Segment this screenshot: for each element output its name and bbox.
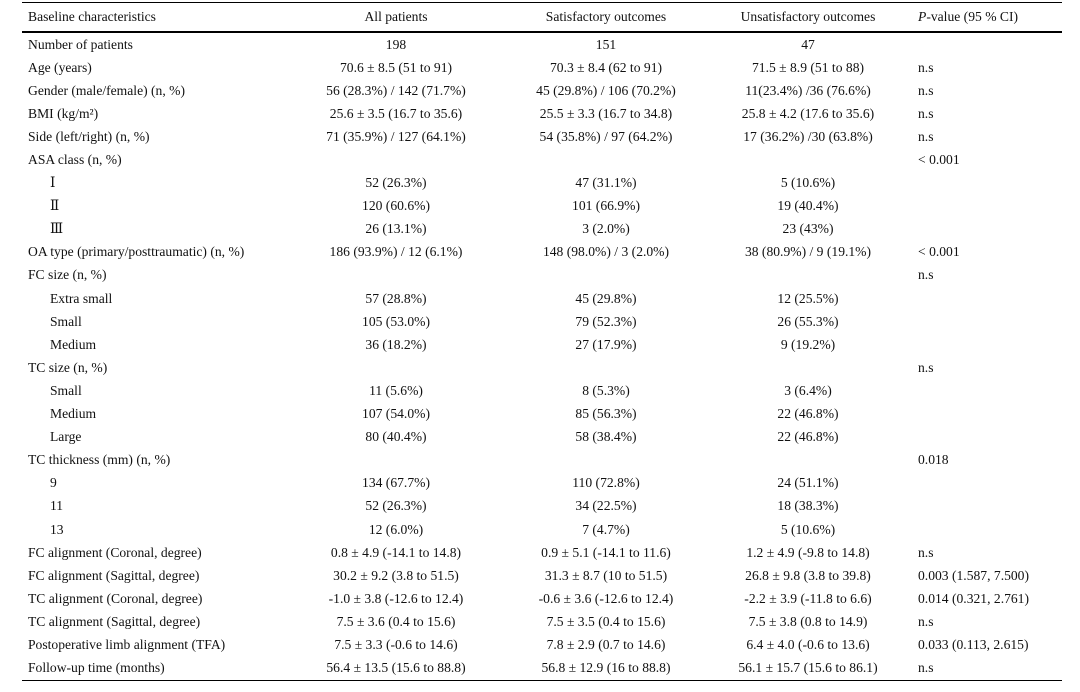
row-label: Medium [50, 336, 97, 352]
cell-p-value [912, 172, 1062, 195]
header-unsatisfactory-outcomes: Unsatisfactory outcomes [704, 3, 912, 33]
table-row [22, 287, 1062, 310]
row-label: BMI (kg/m²) [28, 105, 99, 121]
row-label: Large [50, 429, 82, 445]
table-row [22, 241, 1062, 264]
cell-all-patients: 134 (67.7%) [362, 475, 430, 491]
cell-all-patients: 120 (60.6%) [362, 198, 430, 214]
cell-all-patients: 7.5 ± 3.3 (-0.6 to 14.6) [334, 636, 458, 652]
header-p-italic: P [918, 9, 927, 24]
cell-p-value [912, 426, 1062, 449]
row-label: Ⅰ [50, 175, 56, 191]
cell-p-value: n.s [918, 105, 934, 121]
row-label: FC alignment (Sagittal, degree) [28, 567, 200, 583]
cell-p-value: n.s [918, 359, 934, 375]
row-label: Small [50, 382, 82, 398]
cell-unsatisfactory: 5 (10.6%) [780, 521, 836, 537]
table-row [22, 172, 1062, 195]
table-row [22, 356, 1062, 379]
cell-all-patients: 30.2 ± 9.2 (3.8 to 51.5) [333, 567, 459, 583]
table-row [22, 495, 1062, 518]
cell-satisfactory: 79 (52.3%) [575, 313, 637, 329]
cell-satisfactory: 101 (66.9%) [572, 198, 640, 214]
cell-unsatisfactory: 23 (43%) [782, 221, 834, 237]
cell-p-value: n.s [918, 613, 934, 629]
cell-all-patients: 52 (26.3%) [365, 498, 427, 514]
cell-all-patients: 12 (6.0%) [368, 521, 424, 537]
cell-satisfactory: 31.3 ± 8.7 (10 to 51.5) [544, 567, 668, 583]
cell-all-patients: 36 (18.2%) [365, 336, 427, 352]
cell-all-patients: 107 (54.0%) [362, 406, 430, 422]
table-row [22, 633, 1062, 656]
cell-p-value [912, 218, 1062, 241]
cell-p-value: n.s [918, 128, 934, 144]
cell-unsatisfactory: 24 (51.1%) [777, 475, 839, 491]
cell-all-patients: 56.4 ± 13.5 (15.6 to 88.8) [284, 657, 508, 681]
table-row [22, 472, 1062, 495]
cell-all-patients: 25.6 ± 3.5 (16.7 to 35.6) [329, 105, 463, 121]
table-row [22, 148, 1062, 171]
row-label: Ⅲ [50, 221, 64, 237]
row-label: Medium [50, 406, 97, 422]
cell-satisfactory: 0.9 ± 5.1 (-14.1 to 11.6) [541, 544, 671, 560]
cell-all-patients: 105 (53.0%) [362, 313, 430, 329]
row-label: TC alignment (Coronal, degree) [28, 590, 203, 606]
cell-unsatisfactory: 56.1 ± 15.7 (15.6 to 86.1) [704, 657, 912, 681]
cell-p-value [912, 403, 1062, 426]
cell-p-value: 0.003 (1.587, 7.500) [918, 567, 1030, 583]
cell-p-value [912, 195, 1062, 218]
cell-all-patients: 0.8 ± 4.9 (-14.1 to 14.8) [330, 544, 462, 560]
cell-all-patients: 26 (13.1%) [365, 221, 427, 237]
cell-all-patients: 70.6 ± 8.5 (51 to 91) [339, 59, 453, 75]
cell-unsatisfactory: 22 (46.8%) [777, 406, 839, 422]
cell-unsatisfactory: 25.8 ± 4.2 (17.6 to 35.6) [741, 105, 875, 121]
row-label: FC alignment (Coronal, degree) [28, 544, 202, 560]
cell-all-patients: -1.0 ± 3.8 (-12.6 to 12.4) [328, 590, 464, 606]
cell-satisfactory: 7 (4.7%) [582, 521, 630, 537]
table-row [22, 426, 1062, 449]
row-label: FC size (n, %) [28, 267, 107, 283]
cell-satisfactory: 27 (17.9%) [575, 336, 637, 352]
cell-all-patients: 186 (93.9%) / 12 (6.1%) [329, 244, 463, 260]
row-label: Gender (male/female) (n, %) [28, 82, 185, 98]
table-row [22, 79, 1062, 102]
cell-satisfactory: 45 (29.8%) / 106 (70.2%) [536, 82, 676, 98]
cell-all-patients: 56 (28.3%) / 142 (71.7%) [326, 82, 466, 98]
baseline-characteristics-table [22, 2, 1062, 681]
row-label: TC thickness (mm) (n, %) [28, 452, 171, 468]
table-body [22, 32, 1062, 680]
table-row [22, 403, 1062, 426]
cell-satisfactory: 8 (5.3%) [582, 382, 630, 398]
cell-satisfactory: -0.6 ± 3.6 (-12.6 to 12.4) [538, 590, 674, 606]
row-label: OA type (primary/posttraumatic) (n, %) [28, 244, 245, 260]
row-label: Age (years) [28, 59, 92, 75]
cell-p-value: 0.014 (0.321, 2.761) [918, 590, 1030, 606]
row-label: ASA class (n, %) [28, 152, 122, 168]
cell-satisfactory: 34 (22.5%) [575, 498, 637, 514]
row-label: Small [50, 313, 82, 329]
cell-unsatisfactory: 12 (25.5%) [777, 290, 839, 306]
cell-all-patients [284, 449, 508, 472]
cell-unsatisfactory: 6.4 ± 4.0 (-0.6 to 13.6) [746, 636, 870, 652]
cell-p-value: < 0.001 [918, 244, 960, 260]
cell-satisfactory: 7.8 ± 2.9 (0.7 to 14.6) [546, 636, 666, 652]
cell-satisfactory: 110 (72.8%) [572, 475, 640, 491]
table-row [22, 32, 1062, 56]
row-label: Ⅱ [50, 198, 60, 214]
table-row [22, 333, 1062, 356]
cell-p-value: 0.033 (0.113, 2.615) [918, 636, 1029, 652]
cell-unsatisfactory: 17 (36.2%) /30 (63.8%) [743, 128, 873, 144]
cell-p-value [912, 310, 1062, 333]
cell-satisfactory: 148 (98.0%) / 3 (2.0%) [542, 244, 670, 260]
cell-p-value: < 0.001 [918, 152, 960, 168]
table-row [22, 264, 1062, 287]
cell-satisfactory: 3 (2.0%) [582, 221, 630, 237]
table-row [22, 587, 1062, 610]
cell-unsatisfactory: 71.5 ± 8.9 (51 to 88) [751, 59, 865, 75]
cell-unsatisfactory: 7.5 ± 3.8 (0.8 to 14.9) [748, 613, 868, 629]
header-satisfactory-outcomes: Satisfactory outcomes [508, 3, 704, 33]
table-row [22, 657, 1062, 681]
cell-satisfactory: 54 (35.8%) / 97 (64.2%) [539, 128, 673, 144]
cell-satisfactory: 151 [595, 36, 617, 52]
cell-unsatisfactory: -2.2 ± 3.9 (-11.8 to 6.6) [744, 590, 872, 606]
cell-unsatisfactory: 5 (10.6%) [780, 175, 836, 191]
cell-unsatisfactory: 11(23.4%) /36 (76.6%) [745, 82, 871, 98]
cell-satisfactory [508, 356, 704, 379]
table-row [22, 379, 1062, 402]
cell-unsatisfactory [704, 356, 912, 379]
cell-unsatisfactory: 1.2 ± 4.9 (-9.8 to 14.8) [746, 544, 870, 560]
cell-p-value [912, 287, 1062, 310]
cell-p-value [912, 518, 1062, 541]
cell-unsatisfactory: 26.8 ± 9.8 (3.8 to 39.8) [745, 567, 871, 583]
row-label: 9 [50, 475, 57, 491]
cell-p-value [912, 495, 1062, 518]
row-label: Extra small [50, 290, 113, 306]
cell-p-value [912, 32, 1062, 56]
cell-satisfactory: 85 (56.3%) [575, 406, 637, 422]
table-row [22, 449, 1062, 472]
cell-p-value: n.s [912, 657, 1062, 681]
cell-p-value [912, 379, 1062, 402]
header-baseline-characteristics: Baseline characteristics [22, 3, 284, 33]
cell-all-patients: 198 [385, 36, 407, 52]
row-label: Side (left/right) (n, %) [28, 128, 150, 144]
cell-all-patients: 57 (28.8%) [365, 290, 427, 306]
cell-satisfactory: 70.3 ± 8.4 (62 to 91) [549, 59, 663, 75]
table-row [22, 56, 1062, 79]
table-header-row [22, 3, 1062, 33]
cell-all-patients: 7.5 ± 3.6 (0.4 to 15.6) [336, 613, 456, 629]
cell-satisfactory: 56.8 ± 12.9 (16 to 88.8) [508, 657, 704, 681]
cell-satisfactory: 7.5 ± 3.5 (0.4 to 15.6) [546, 613, 666, 629]
row-label: Number of patients [28, 36, 133, 52]
table-row [22, 310, 1062, 333]
baseline-characteristics-table-container [22, 2, 1062, 681]
cell-satisfactory: 47 (31.1%) [575, 175, 637, 191]
cell-p-value: n.s [918, 82, 934, 98]
row-label: TC size (n, %) [28, 359, 108, 375]
header-all-patients: All patients [284, 3, 508, 33]
table-row [22, 102, 1062, 125]
cell-unsatisfactory [704, 449, 912, 472]
table-row [22, 125, 1062, 148]
header-p-value [912, 3, 1062, 33]
cell-all-patients: 11 (5.6%) [369, 382, 423, 398]
cell-all-patients [284, 148, 508, 171]
row-label: TC alignment (Sagittal, degree) [28, 613, 201, 629]
cell-p-value [912, 472, 1062, 495]
cell-p-value: n.s [918, 59, 934, 75]
cell-all-patients: 52 (26.3%) [365, 175, 427, 191]
cell-all-patients: 71 (35.9%) / 127 (64.1%) [326, 128, 466, 144]
cell-satisfactory [508, 449, 704, 472]
table-row [22, 518, 1062, 541]
cell-unsatisfactory: 18 (38.3%) [777, 498, 839, 514]
cell-satisfactory [508, 264, 704, 287]
row-label: Postoperative limb alignment (TFA) [28, 636, 226, 652]
cell-p-value: n.s [918, 544, 934, 560]
cell-unsatisfactory: 22 (46.8%) [777, 429, 839, 445]
cell-unsatisfactory: 19 (40.4%) [777, 198, 839, 214]
cell-all-patients [284, 356, 508, 379]
table-row [22, 218, 1062, 241]
cell-unsatisfactory: 47 [801, 36, 815, 52]
cell-unsatisfactory [704, 148, 912, 171]
cell-unsatisfactory: 3 (6.4%) [784, 382, 832, 398]
cell-p-value: n.s [918, 267, 934, 283]
cell-satisfactory: 45 (29.8%) [575, 290, 637, 306]
row-label: 13 [50, 521, 64, 537]
row-label: 11 [50, 498, 64, 514]
cell-unsatisfactory: 26 (55.3%) [777, 313, 839, 329]
table-row [22, 195, 1062, 218]
cell-satisfactory [508, 148, 704, 171]
cell-unsatisfactory: 38 (80.9%) / 9 (19.1%) [744, 244, 872, 260]
cell-p-value: 0.018 [918, 452, 949, 468]
cell-satisfactory: 58 (38.4%) [575, 429, 637, 445]
cell-p-value [912, 333, 1062, 356]
cell-unsatisfactory: 9 (19.2%) [780, 336, 836, 352]
cell-unsatisfactory [704, 264, 912, 287]
cell-satisfactory: 25.5 ± 3.3 (16.7 to 34.8) [539, 105, 673, 121]
row-label: Follow-up time (months) [22, 657, 284, 681]
table-row [22, 564, 1062, 587]
table-row [22, 541, 1062, 564]
cell-all-patients [284, 264, 508, 287]
header-p-rest: -value (95 % CI) [926, 9, 1019, 24]
cell-all-patients: 80 (40.4%) [365, 429, 427, 445]
table-row [22, 610, 1062, 633]
